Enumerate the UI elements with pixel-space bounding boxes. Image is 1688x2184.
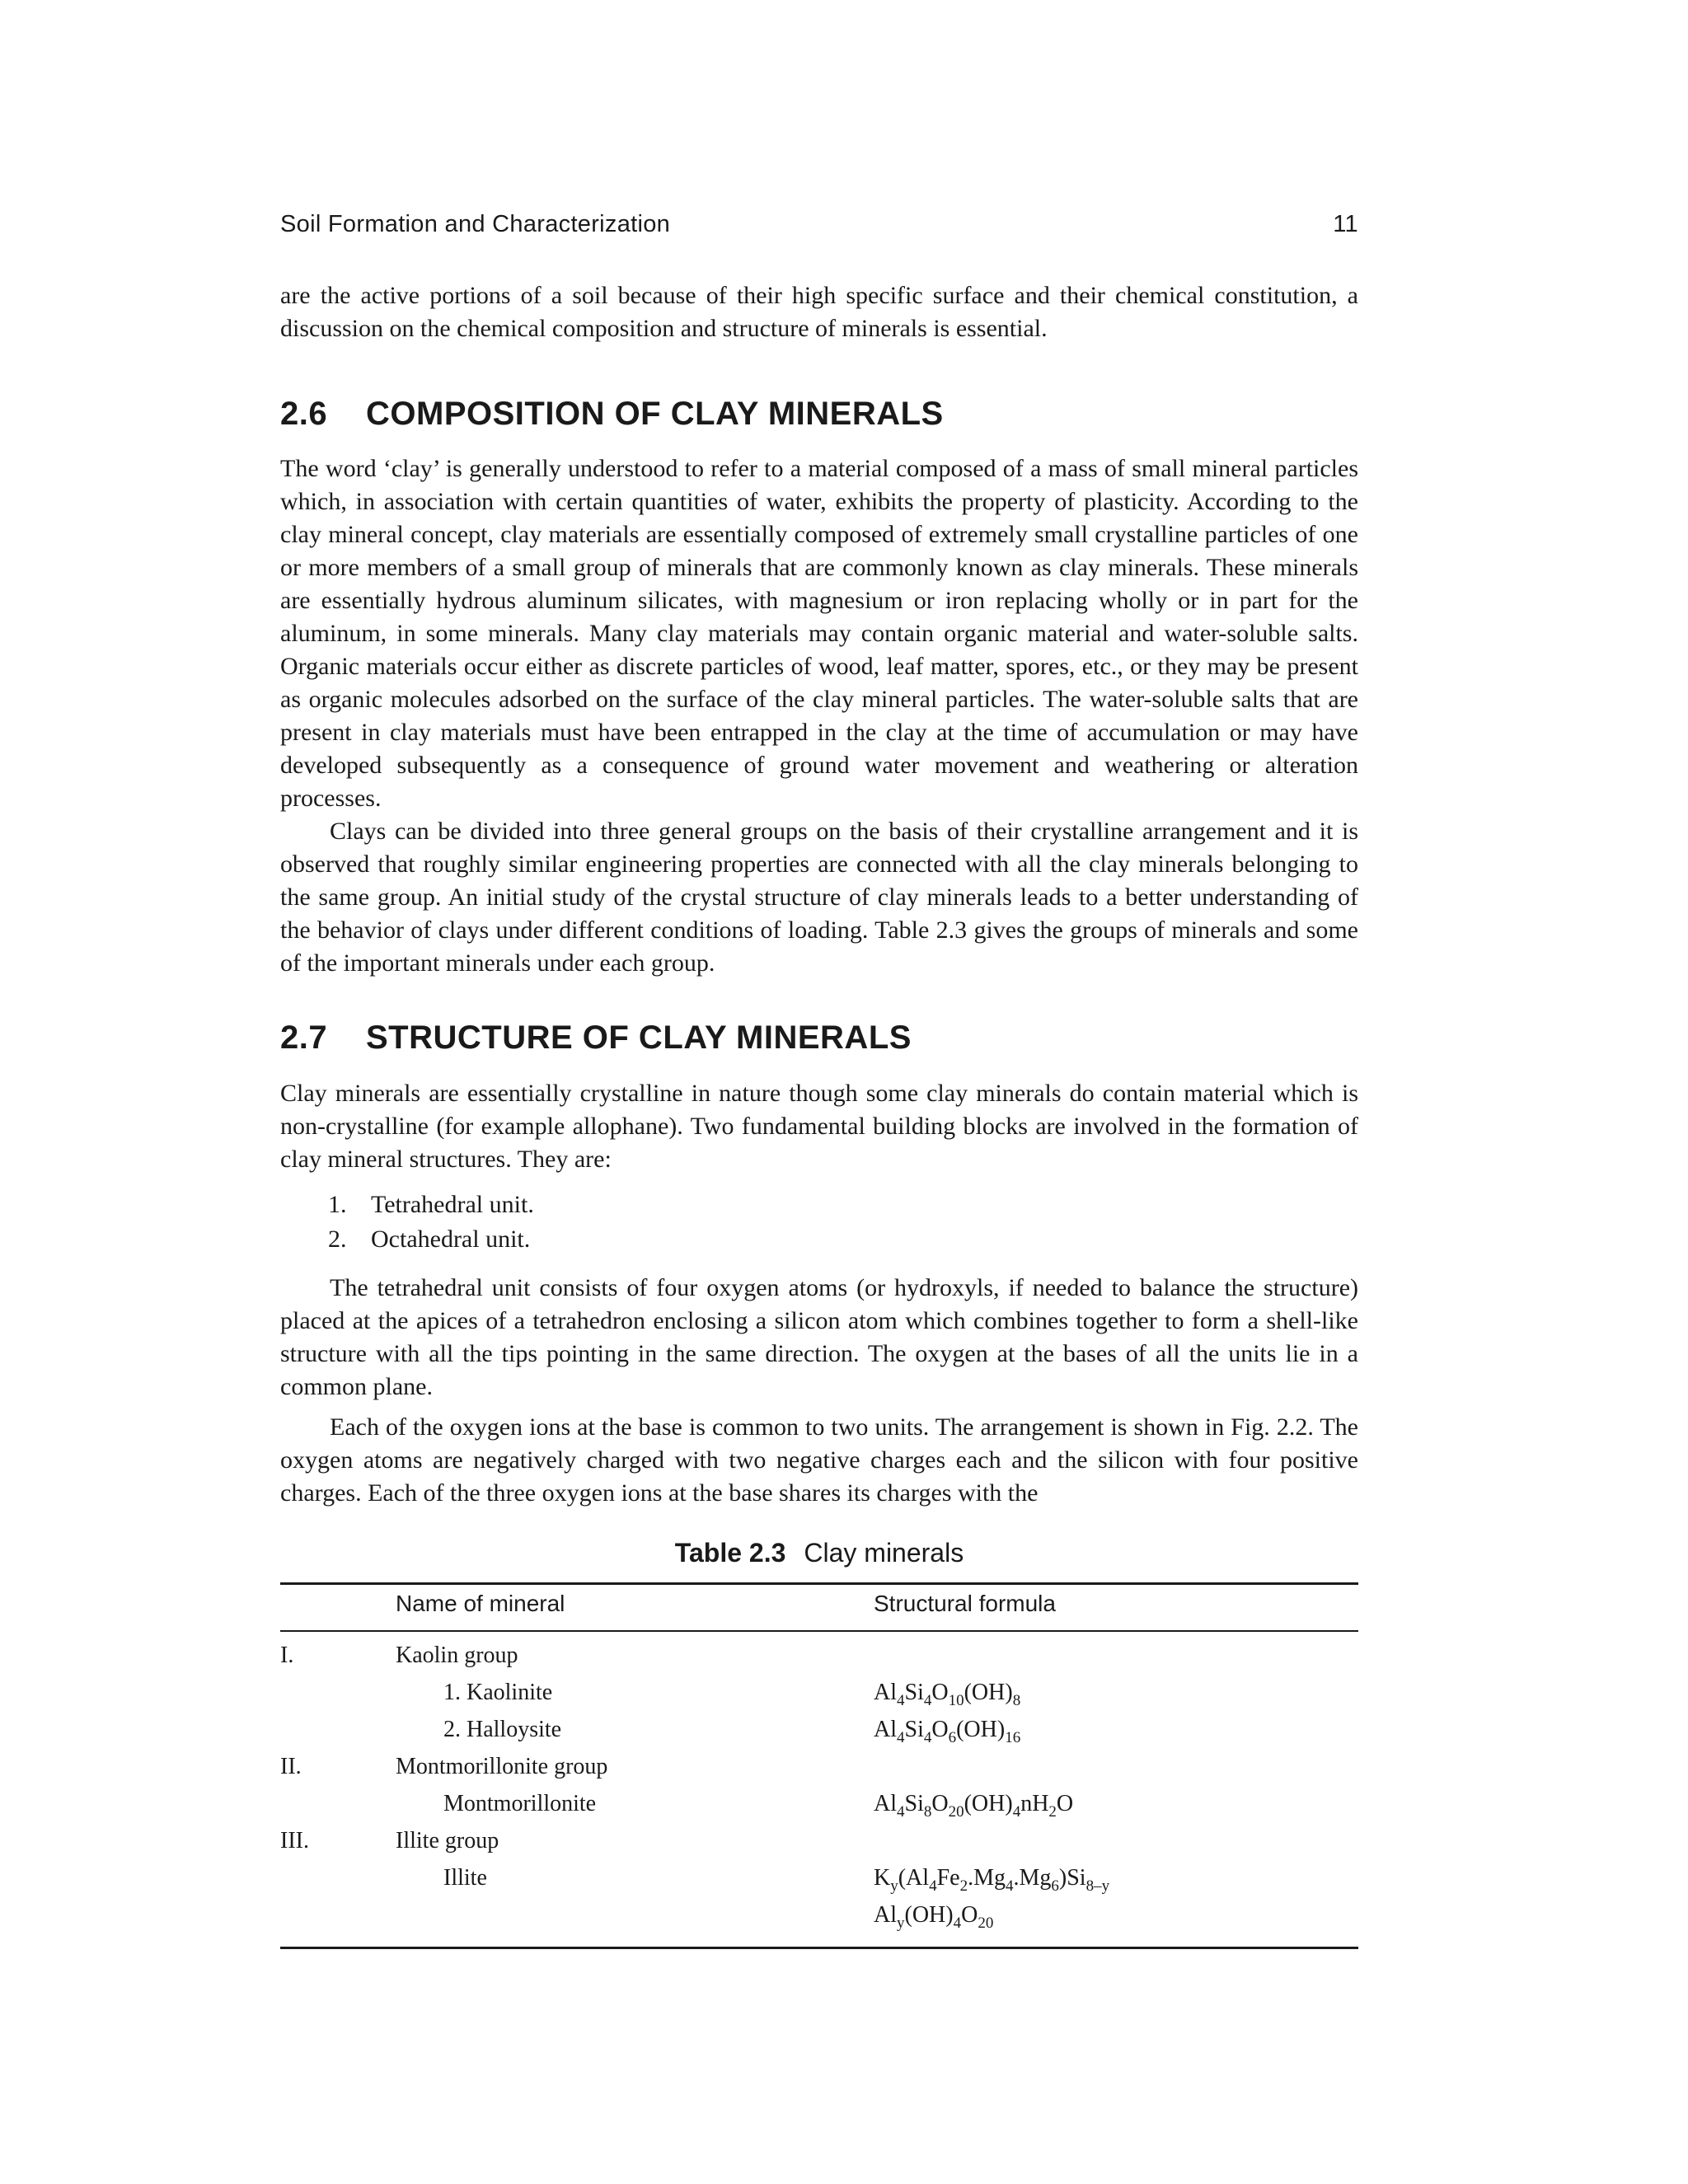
section-2-7-paragraph-2: Each of the oxygen ions at the base is common to two units. The arrangement is shown in Fig. 2.2. The oxygen atoms are negatively charged with two negative charges each and the silicon with four positive charges. Each of the three oxygen ions at the base shares its charges with the <box>280 1413 1358 1507</box>
section-2-7-paragraph-1: The tetrahedral unit consists of four oxygen atoms (or hydroxyls, if needed to balance the structure) placed at the apices of a tetrahedron enclosing a silicon atom which combines together to form a shell-like structure with all the tips pointing in the same direction. The oxygen at the bases of all the units lie in a common plane. <box>280 1274 1358 1400</box>
table-top-rule <box>280 1582 1358 1585</box>
section-number: 2.6 <box>280 396 328 432</box>
running-header-title: Soil Formation and Characterization <box>280 211 671 237</box>
formula-kaolinite: $Al_4Si_4O_{10}(OH)_8$ <box>874 1680 1021 1709</box>
list-item: 1. Tetrahedral unit. <box>328 1191 534 1218</box>
formula-halloysite: $Al_4Si_4O_6(OH)_{16}$ <box>874 1717 1021 1746</box>
section-title: STRUCTURE OF CLAY MINERALS <box>366 1019 912 1056</box>
section-2-7-intro: Clay minerals are essentially crystalline in nature though some clay minerals do contain material which is non-crystalline (for example allophane). Two fundamental building blocks are involved in the formation of clay mineral structures. They are: <box>280 1080 1358 1173</box>
mineral-name: 2. Halloysite <box>443 1717 562 1742</box>
row-roman: III. <box>280 1828 309 1854</box>
table-caption-number: Table 2.3 <box>674 1538 786 1568</box>
section-heading-2-6 <box>280 396 944 433</box>
group-name: Montmorillonite group <box>396 1754 608 1779</box>
group-name: Illite group <box>396 1828 499 1854</box>
section-2-6-paragraph-2: Clays can be divided into three general groups on the basis of their crystalline arrangement and it is observed that roughly similar engineering properties are connected with all the clay minerals belonging to the same group. An initial study of the crystal structure of clay minerals leads to a better understanding of the behavior of clays under different conditions of loading. Table 2.3 gives the groups of minerals and some of the important minerals under each group. <box>280 818 1358 977</box>
list-item: 2. Octahedral unit. <box>328 1226 531 1253</box>
column-header-formula: Structural formula <box>874 1591 1056 1616</box>
building-block-list <box>328 1188 534 1257</box>
mineral-name: Illite <box>443 1865 487 1891</box>
intro-paragraph: are the active portions of a soil because of their high specific surface and their chemical constitution, a discussion on the chemical composition and structure of minerals is essential. <box>280 282 1358 342</box>
section-2-6-paragraph-1: The word ‘clay’ is generally understood to refer to a material composed of a mass of small mineral particles which, in association with certain quantities of water, exhibits the property of plasticity. According to the clay mineral concept, clay materials are essentially composed of extremely small crystalline particles of one or more members of a small group of minerals that are commonly known as clay minerals. These minerals are essentially hydrous aluminum silicates, with magnesium or iron replacing wholly or in part for the aluminum, in some minerals. Many clay materials may contain organic material and water-soluble salts. Organic materials occur either as discrete particles of wood, leaf matter, spores, etc., or they may be present as organic molecules adsorbed on the surface of the clay mineral particles. The water-soluble salts that are present in clay materials must have been entrapped in the clay at the time of accumulation or may have developed subsequently as a consequence of ground water movement and weathering or alteration processes. <box>280 455 1358 812</box>
mineral-name: Montmorillonite <box>443 1791 597 1816</box>
row-roman: II. <box>280 1754 302 1779</box>
row-roman: I. <box>280 1643 294 1668</box>
running-header <box>280 211 1358 244</box>
page-number: 11 <box>1333 211 1358 237</box>
mineral-name: 1. Kaolinite <box>443 1680 553 1705</box>
group-name: Kaolin group <box>396 1643 518 1668</box>
section-title: COMPOSITION OF CLAY MINERALS <box>366 396 944 432</box>
table-header-rule <box>280 1630 1358 1632</box>
table-bottom-rule <box>280 1947 1358 1949</box>
formula-montmorillonite: $Al_4Si_8O_{20}(OH)_4nH_2O$ <box>874 1791 1074 1821</box>
formula-illite-line-1: $K_y(Al_4Fe_2.Mg_4.Mg_6)Si_{8-y}$ <box>874 1865 1110 1895</box>
formula-illite-line-2: $Al_y(OH)_4O_{20}$ <box>874 1902 994 1932</box>
section-heading-2-7 <box>280 1019 912 1057</box>
section-number: 2.7 <box>280 1019 328 1056</box>
table-caption-title: Clay minerals <box>804 1538 964 1568</box>
table-caption <box>280 1538 1358 1568</box>
column-header-name: Name of mineral <box>396 1591 565 1616</box>
